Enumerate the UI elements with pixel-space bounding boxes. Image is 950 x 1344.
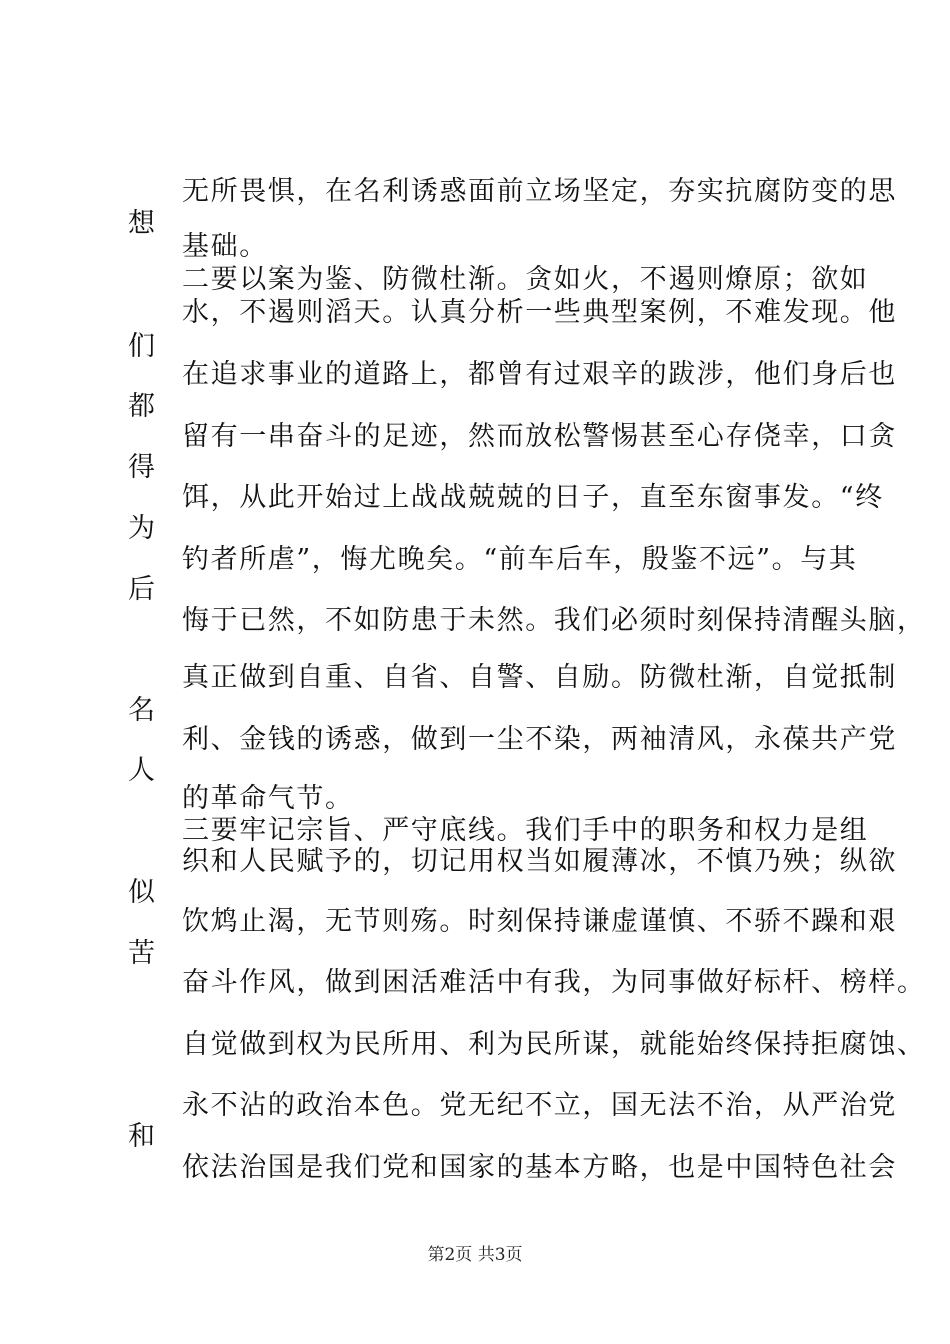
text-line: 自觉做到权为民所用、利为民所谋，就能始终保持拒腐蚀、 (182, 1029, 926, 1060)
text-line: 在追求事业的道路上，都曾有过艰辛的跋涉，他们身后也 (182, 359, 897, 390)
margin-char: 名 (128, 695, 155, 726)
text-line: 永不沾的政治本色。党无纪不立，国无法不治，从严治党 (182, 1090, 897, 1121)
margin-char: 都 (128, 391, 155, 422)
margin-char: 后 (128, 574, 155, 605)
text-line: 依法治国是我们党和国家的基本方略，也是中国特色社会 (182, 1152, 897, 1183)
text-line: 饮鸩止渴，无节则殇。时刻保持谦虚谨慎、不骄不躁和艰 (182, 906, 897, 937)
text-line: 利、金钱的诱惑，做到一尘不染，两袖清风，永葆共产党 (182, 724, 897, 755)
text-line: 饵，从此开始过上战战兢兢的日子，直至东窗事发。“终 (182, 482, 884, 513)
text-line: 奋斗作风，做到困活难活中有我，为同事做好标杆、榜样。 (182, 967, 926, 998)
margin-char: 为 (128, 513, 155, 544)
margin-char: 想 (128, 208, 155, 239)
margin-char: 似 (128, 877, 155, 908)
text-line: 无所畏惧，在名利诱惑面前立场坚定，夯实抗腐防变的思 (182, 176, 897, 207)
margin-char: 们 (128, 331, 155, 362)
text-line: 织和人民赋予的，切记用权当如履薄冰，不慎乃殃；纵欲 (182, 846, 897, 877)
text-line: 悔于已然，不如防患于未然。我们必须时刻保持清醒头脑， (182, 605, 926, 636)
margin-char: 人 (128, 755, 155, 786)
page-number-footer: 第2页 共3页 (427, 1245, 523, 1265)
text-line: 水，不遏则滔天。认真分析一些典型案例，不难发现。他 (182, 297, 897, 328)
text-line: 基础。 (182, 231, 268, 262)
text-line: 留有一串奋斗的足迹，然而放松警惕甚至心存侥幸，口贪 (182, 421, 897, 452)
margin-char: 得 (128, 452, 155, 483)
text-line: 真正做到自重、自省、自警、自励。防微杜渐，自觉抵制 (182, 662, 897, 693)
margin-char: 和 (128, 1121, 155, 1152)
text-line: 的革命气节。 (182, 783, 354, 814)
text-line: 钓者所虐”，悔尤晚矣。“前车后车，殷鉴不远”。与其 (182, 544, 858, 575)
text-line: 三要牢记宗旨、严守底线。我们手中的职务和权力是组 (182, 815, 869, 846)
margin-char: 苦 (128, 938, 155, 969)
text-line: 二要以案为鉴、防微杜渐。贪如火，不遏则燎原；欲如 (182, 264, 869, 295)
